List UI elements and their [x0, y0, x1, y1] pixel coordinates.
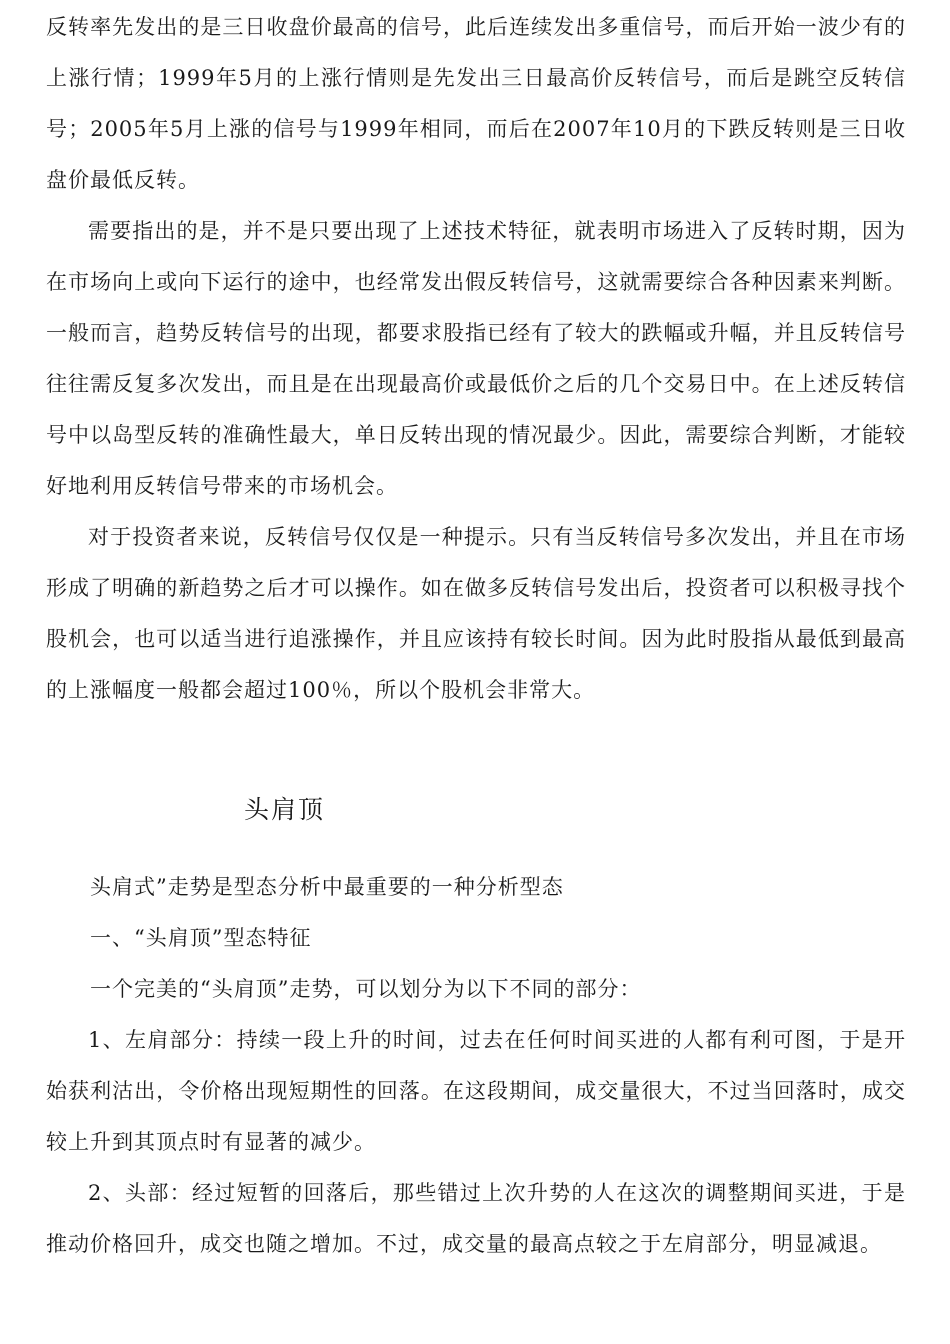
intro-line: 头肩式”走势是型态分析中最重要的一种分析型态 [90, 875, 564, 899]
paragraph-reversal-history: 反转率先发出的是三日收盘价最高的信号，此后连续发出多重信号，而后开始一波少有的上涨行情；1999年5月的上涨行情则是先发出三日最高价反转信号，而后是跳空反转信号；2005年5月上涨的信号与1999年相同，而后在2007年10月的下跌反转则是三日收盘价最低反转。 [46, 15, 906, 192]
subheading-pattern-features: 一、“头肩顶”型态特征 [90, 926, 312, 950]
paragraph-false-signals: 需要指出的是，并不是只要出现了上述技术特征，就表明市场进入了反转时期，因为在市场向上或向下运行的途中，也经常发出假反转信号，这就需要综合各种因素来判断。一般而言，趋势反转信号的出现，都要求股指已经有了较大的跌幅或升幅，并且反转信号往往需反复多次发出，而且是在出现最高价或最低价之后的几个交易日中。在上述反转信号中以岛型反转的准确性最大，单日反转出现的情况最少。因此，需要综合判断，才能较好地利用反转信号带来的市场机会。 [46, 219, 906, 498]
lead-line: 一个完美的“头肩顶”走势，可以划分为以下不同的部分： [90, 977, 642, 1001]
list-item-head: 2、头部：经过短暂的回落后，那些错过上次升势的人在这次的调整期间买进，于是推动价格回升，成交也随之增加。不过，成交量的最高点较之于左肩部分，明显减退。 [46, 1181, 906, 1256]
paragraph-investor-advice: 对于投资者来说，反转信号仅仅是一种提示。只有当反转信号多次发出，并且在市场形成了明确的新趋势之后才可以操作。如在做多反转信号发出后，投资者可以积极寻找个股机会，也可以适当进行追涨操作，并且应该持有较长时间。因为此时股指从最低到最高的上涨幅度一般都会超过100％，所以个股机会非常大。 [46, 525, 906, 702]
list-item-left-shoulder: 1、左肩部分：持续一段上升的时间，过去在任何时间买进的人都有利可图，于是开始获利沽出，令价格出现短期性的回落。在这段期间，成交量很大，不过当回落时，成交较上升到其顶点时有显著的减少。 [46, 1028, 906, 1154]
section-title: 头肩顶 [244, 795, 326, 824]
